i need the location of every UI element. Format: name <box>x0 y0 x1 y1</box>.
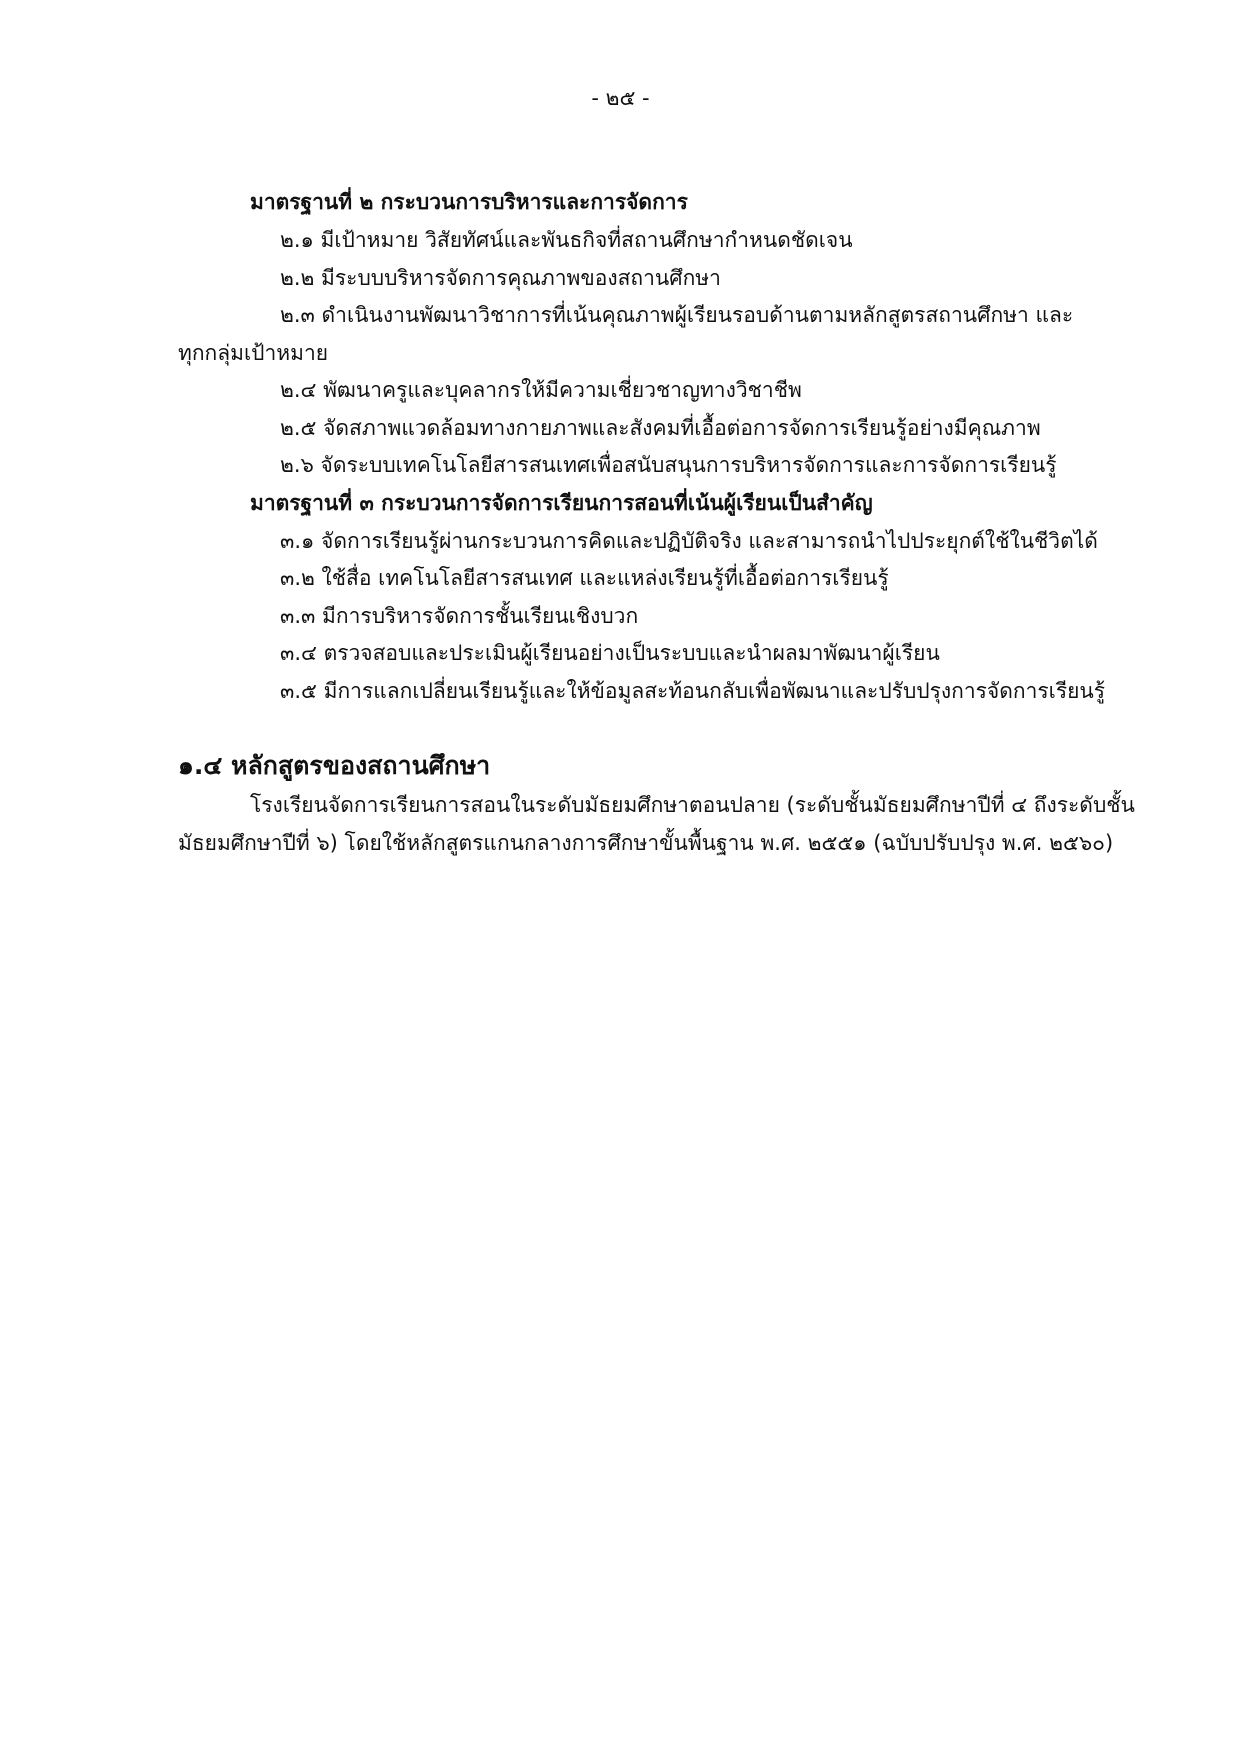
standard3-item-4: ๓.๔ ตรวจสอบและประเมินผู้เรียนอย่างเป็นระบบและนำผลมาพัฒนาผู้เรียน <box>280 641 940 665</box>
standard2-item-6: ๒.๖ จัดระบบเทคโนโลยีสารสนเทศเพื่อสนับสนุนการบริหารจัดการและการจัดการเรียนรู้ <box>280 453 1057 477</box>
standard3-heading: มาตรฐานที่ ๓ กระบวนการจัดการเรียนการสอนที่เน้นผู้เรียนเป็นสำคัญ <box>250 491 873 515</box>
standard2-heading: มาตรฐานที่ ๒ กระบวนการบริหารและการจัดการ <box>250 190 688 214</box>
standard2-item-1: ๒.๑ มีเป้าหมาย วิสัยทัศน์และพันธกิจที่สถานศึกษากำหนดชัดเจน <box>280 228 853 252</box>
standard3-item-2: ๓.๒ ใช้สื่อ เทคโนโลยีสารสนเทศ และแหล่งเรียนรู้ที่เอื้อต่อการเรียนรู้ <box>280 566 889 590</box>
standard2-item-3: ๒.๓ ดำเนินงานพัฒนาวิชาการที่เน้นคุณภาพผู้เรียนรอบด้านตามหลักสูตรสถานศึกษา และ <box>280 303 1074 327</box>
standard2-item-5: ๒.๕ จัดสภาพแวดล้อมทางกายภาพและสังคมที่เอื้อต่อการจัดการเรียนรู้อย่างมีคุณภาพ <box>280 416 1041 440</box>
standard3-item-5: ๓.๕ มีการแลกเปลี่ยนเรียนรู้และให้ข้อมูลสะท้อนกลับเพื่อพัฒนาและปรับปรุงการจัดการเรียนรู้ <box>280 679 1106 703</box>
section-paragraph-line-1: โรงเรียนจัดการเรียนการสอนในระดับมัธยมศึกษาตอนปลาย (ระดับชั้นมัธยมศึกษาปีที่ ๔ ถึงระดับชั้น <box>250 793 1135 817</box>
standard2-item-4: ๒.๔ พัฒนาครูและบุคลากรให้มีความเชี่ยวชาญทางวิชาชีพ <box>280 378 802 402</box>
page-number: - ๒๕ - <box>591 86 650 110</box>
section-heading: ๑.๔ หลักสูตรของสถานศึกษา <box>178 751 491 780</box>
section-paragraph-line-2: มัธยมศึกษาปีที่ ๖) โดยใช้หลักสูตรแกนกลางการศึกษาขั้นพื้นฐาน พ.ศ. ๒๕๕๑ (ฉบับปรับปรุง พ.ศ. ๒๕๖๐) <box>178 831 1114 855</box>
standard3-item-3: ๓.๓ มีการบริหารจัดการชั้นเรียนเชิงบวก <box>280 604 639 628</box>
standard2-item-2: ๒.๒ มีระบบบริหารจัดการคุณภาพของสถานศึกษา <box>280 266 721 290</box>
standard3-item-1: ๓.๑ จัดการเรียนรู้ผ่านกระบวนการคิดและปฏิบัติจริง และสามารถนำไปประยุกต์ใช้ในชีวิตได้ <box>280 529 1098 553</box>
standard2-item-3-continuation: ทุกกลุ่มเป้าหมาย <box>178 341 329 365</box>
